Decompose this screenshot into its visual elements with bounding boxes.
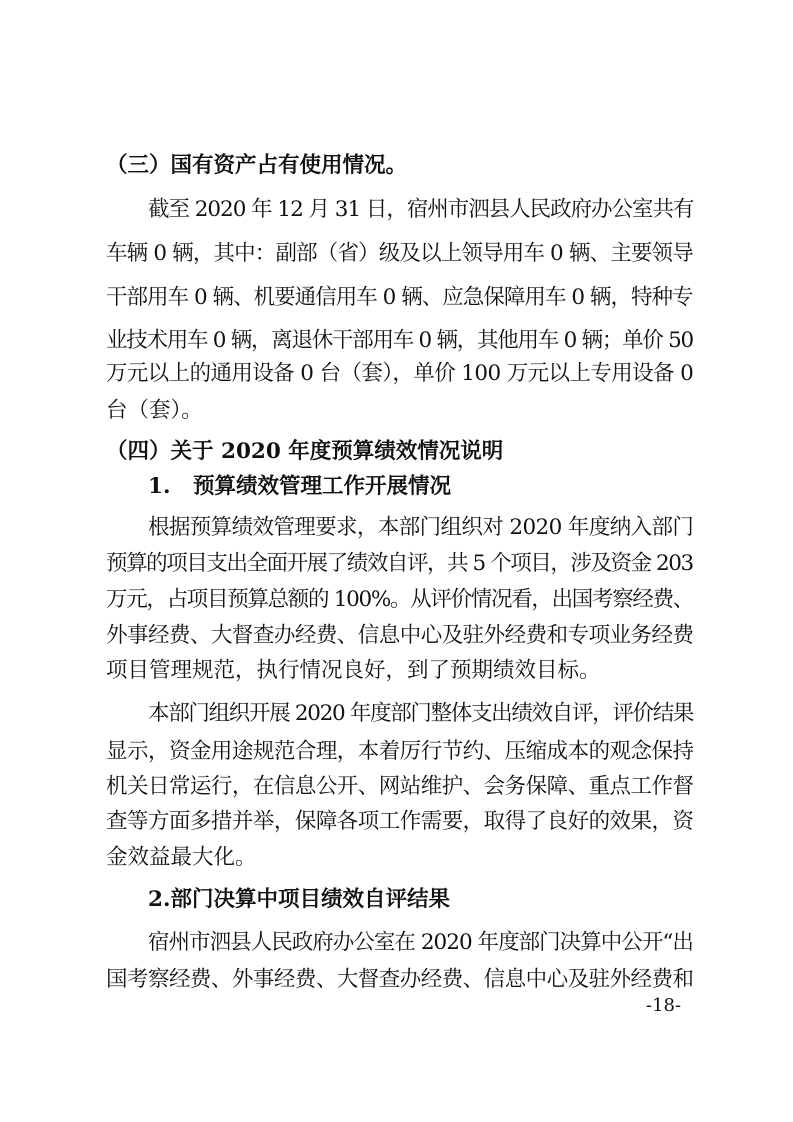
body-text-line: 预算的项目支出全面开展了绩效自评，共 5 个项目，涉及资金 203 — [106, 551, 693, 576]
body-text-line: 显示，资金用途规范合理，本着厉行节约、压缩成本的观念保持 — [106, 739, 694, 764]
body-text-line: 金效益最大化。 — [106, 845, 257, 870]
body-text-line: 车辆 0 辆，其中：副部（省）级及以上领导用车 0 辆、主要领导 — [106, 241, 693, 266]
subsection-heading-performance-management: 预算绩效管理工作开展情况 — [193, 474, 452, 499]
page-number: -18- — [646, 995, 682, 1016]
body-text-line: 台（套）。 — [106, 398, 203, 423]
subsection-number: 1. — [148, 474, 171, 499]
body-text-line: 根据预算绩效管理要求，本部门组织对 2020 年度纳入部门 — [148, 515, 694, 540]
body-text-line: 本部门组织开展 2020 年度部门整体支出绩效自评，评价结果 — [148, 701, 694, 726]
body-text-line: 业技术用车 0 辆，离退休干部用车 0 辆，其他用车 0 辆；单价 50 — [106, 328, 693, 353]
body-text-line: 外事经费、大督查办经费、信息中心及驻外经费和专项业务经费 — [106, 623, 694, 648]
section-heading-state-assets: （三）国有资产占有使用情况。 — [106, 153, 408, 178]
body-text-line: 国考察经费、外事经费、大督查办经费、信息中心及驻外经费和 — [106, 967, 694, 992]
body-text-line: 机关日常运行，在信息公开、网站维护、会务保障、重点工作督 — [106, 774, 694, 799]
body-text-line: 万元以上的通用设备 0 台（套），单价 100 万元以上专用设备 0 — [106, 361, 694, 386]
body-text-line: 查等方面多措并举，保障各项工作需要，取得了良好的效果，资 — [106, 809, 694, 834]
section-heading-budget-performance: （四）关于 2020 年度预算绩效情况说明 — [106, 439, 504, 464]
body-text-line: 万元，占项目预算总额的 100%。从评价情况看，出国考察经费、 — [106, 587, 694, 612]
body-text-line: 截至 2020 年 12 月 31 日，宿州市泗县人民政府办公室共有 — [148, 197, 694, 222]
body-text-line: 宿州市泗县人民政府办公室在 2020 年度部门决算中公开“出 — [148, 930, 693, 955]
body-text-line: 干部用车 0 辆、机要通信用车 0 辆、应急保障用车 0 辆，特种专 — [106, 285, 693, 310]
body-text-line: 项目管理规范，执行情况良好，到了预期绩效目标。 — [106, 658, 601, 683]
subsection-heading-self-evaluation: 2.部门决算中项目绩效自评结果 — [148, 887, 450, 912]
